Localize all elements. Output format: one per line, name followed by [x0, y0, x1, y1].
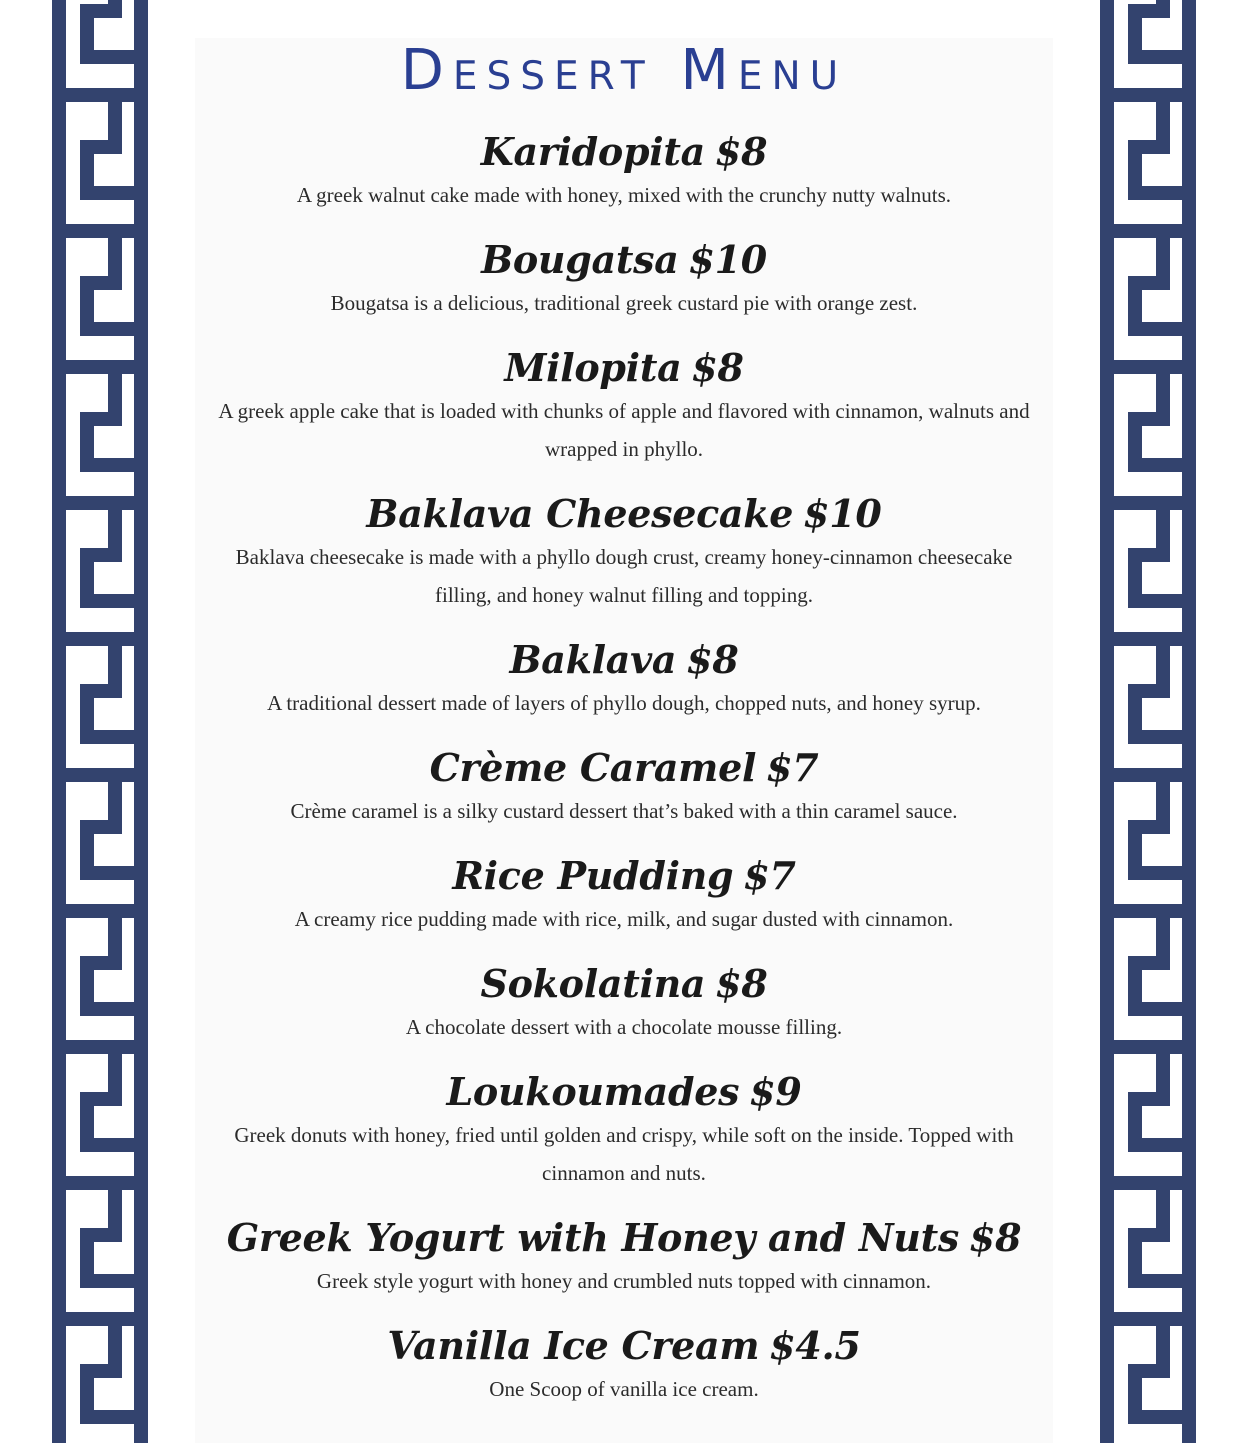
item-heading	[195, 744, 1053, 792]
menu-title: Dessert Menu	[400, 38, 848, 103]
item-price: $9	[749, 1069, 802, 1114]
item-heading	[195, 1068, 1053, 1116]
item-price: $8	[691, 345, 744, 390]
item-name: Rice Pudding	[452, 853, 734, 898]
item-name: Greek Yogurt with Honey and Nuts	[226, 1215, 959, 1260]
item-description: A traditional dessert made of layers of phyllo dough, chopped nuts, and honey syrup.	[267, 691, 981, 715]
item-heading	[195, 852, 1053, 900]
item-name: Baklava Cheesecake	[366, 491, 794, 536]
item-description: Greek donuts with honey, fried until golden and crispy, while soft on the inside. Topped with cinnamon and nuts.	[234, 1123, 1014, 1185]
menu-item-loukoumades	[195, 1068, 1053, 1192]
item-description: Baklava cheesecake is made with a phyllo dough crust, creamy honey-cinnamon cheesecake filling, and honey walnut filling and topping.	[235, 545, 1013, 607]
menu-item-karidopita	[195, 128, 1053, 214]
menu-item-milopita	[195, 344, 1053, 468]
item-heading	[195, 960, 1053, 1008]
item-price: $8	[715, 961, 768, 1006]
item-price: $10	[803, 491, 882, 536]
menu-item-baklava	[195, 636, 1053, 722]
item-price: $8	[714, 129, 768, 174]
item-description: A creamy rice pudding made with rice, milk, and sugar dusted with cinnamon.	[294, 907, 954, 931]
menu-item-vanilla-ice-cream	[195, 1322, 1053, 1408]
item-heading	[195, 1322, 1053, 1370]
item-price: $8	[968, 1215, 1022, 1260]
item-heading	[195, 344, 1053, 392]
item-name: Baklava	[509, 637, 677, 682]
item-heading	[195, 128, 1053, 176]
item-price: $7	[743, 853, 796, 898]
item-description: Greek style yogurt with honey and crumbled nuts topped with cinnamon.	[316, 1269, 932, 1293]
menu-item-sokolatina	[195, 960, 1053, 1046]
menu-item-greek-yogurt	[195, 1214, 1053, 1300]
item-name: Vanilla Ice Cream	[387, 1323, 760, 1368]
item-price: $10	[688, 237, 767, 282]
menu-item-rice-pudding	[195, 852, 1053, 938]
item-price: $4.5	[769, 1323, 861, 1368]
item-name: Bougatsa	[481, 237, 679, 282]
item-description: A chocolate dessert with a chocolate mousse filling.	[405, 1015, 843, 1039]
menu-item-baklava-cheesecake	[195, 490, 1053, 614]
item-name: Milopita	[504, 345, 682, 390]
item-heading	[195, 1214, 1053, 1262]
item-description: A greek apple cake that is loaded with chunks of apple and flavored with cinnamon, walnuts and wrapped in phyllo.	[218, 399, 1030, 461]
item-name: Crème Caramel	[429, 745, 757, 790]
item-price: $7	[766, 745, 819, 790]
item-description: A greek walnut cake made with honey, mixed with the crunchy nutty walnuts.	[296, 183, 952, 207]
item-heading	[195, 636, 1053, 684]
menu-item-bougatsa	[195, 236, 1053, 322]
menu-item-creme-caramel	[195, 744, 1053, 830]
item-description: One Scoop of vanilla ice cream.	[489, 1377, 759, 1401]
item-name: Karidopita	[480, 129, 705, 174]
item-heading	[195, 490, 1053, 538]
item-description: Crème caramel is a silky custard dessert that’s baked with a thin caramel sauce.	[290, 799, 958, 823]
item-heading	[195, 236, 1053, 284]
item-name: Sokolatina	[480, 961, 706, 1006]
dessert-items-list	[195, 0, 1053, 1443]
greek-key-border-left	[52, 0, 148, 1443]
item-price: $8	[686, 637, 739, 682]
item-name: Loukoumades	[446, 1069, 740, 1114]
item-description: Bougatsa is a delicious, traditional greek custard pie with orange zest.	[330, 291, 918, 315]
greek-key-border-right	[1100, 0, 1196, 1443]
